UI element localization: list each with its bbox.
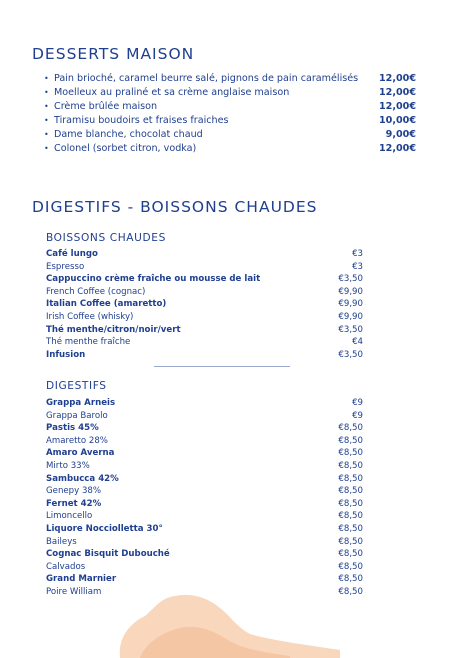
digestifs-title: DIGESTIFS xyxy=(46,380,107,392)
dessert-name: Dame blanche, chocolat chaud xyxy=(54,129,203,140)
digestif-item xyxy=(46,536,363,549)
digestif-item xyxy=(46,510,363,523)
dessert-name: Tiramisu boudoirs et fraises fraiches xyxy=(54,115,229,126)
item-name: Irish Coffee (whisky) xyxy=(46,311,134,322)
item-name: Cappuccino crème fraîche ou mousse de lait xyxy=(46,274,261,285)
item-price: €8,50 xyxy=(338,423,363,434)
digestif-item xyxy=(46,460,363,473)
item-name: Thé menthe fraîche xyxy=(46,337,131,348)
section-divider xyxy=(154,366,290,367)
bullet-icon: • xyxy=(44,102,49,111)
dessert-item xyxy=(44,128,416,142)
hot-drink-item xyxy=(46,273,363,286)
item-price: €3,50 xyxy=(338,274,363,285)
item-name: Italian Coffee (amaretto) xyxy=(46,299,167,310)
digestif-item xyxy=(46,397,363,410)
item-name: Sambucca 42% xyxy=(46,473,119,484)
hot-drink-item xyxy=(46,261,363,274)
hot-drink-item xyxy=(46,248,363,261)
item-price: €3,50 xyxy=(338,324,363,335)
bullet-icon: • xyxy=(44,74,49,83)
item-price: €9,90 xyxy=(338,299,363,310)
dessert-item xyxy=(44,100,416,114)
dessert-item xyxy=(44,142,416,156)
dessert-item xyxy=(44,114,416,128)
item-name: Grappa Barolo xyxy=(46,410,108,421)
item-name: Amaretto 28% xyxy=(46,435,108,446)
hot-drink-item xyxy=(46,324,363,337)
item-price: €8,50 xyxy=(338,460,363,471)
item-price: €3,50 xyxy=(338,349,363,360)
item-name: Pastis 45% xyxy=(46,423,99,434)
hot-drink-item xyxy=(46,286,363,299)
item-name: Genepy 38% xyxy=(46,486,102,497)
hot-drink-item xyxy=(46,349,363,362)
item-price: €3 xyxy=(352,261,363,272)
bullet-icon: • xyxy=(44,88,49,97)
item-price: €8,50 xyxy=(338,498,363,509)
digestif-item xyxy=(46,410,363,423)
dessert-price: 12,00€ xyxy=(378,87,416,98)
item-name: Fernet 42% xyxy=(46,498,102,509)
item-name: Café lungo xyxy=(46,249,98,259)
digestifs-list xyxy=(46,397,363,599)
desserts-list xyxy=(44,72,416,156)
boissons-chaudes-list xyxy=(46,248,363,361)
item-name: Poire William xyxy=(46,586,102,597)
item-name: Mirto 33% xyxy=(46,460,90,471)
item-name: Thé menthe/citron/noir/vert xyxy=(46,324,181,335)
digestif-item xyxy=(46,485,363,498)
dessert-price: 9,00€ xyxy=(385,129,416,140)
item-name: Grand Marnier xyxy=(46,574,117,585)
item-price: €3 xyxy=(352,249,363,259)
digestifs-section-title: DIGESTIFS - BOISSONS CHAUDES xyxy=(32,198,318,216)
boissons-chaudes-title: BOISSONS CHAUDES xyxy=(46,232,166,244)
item-price: €8,50 xyxy=(338,536,363,547)
digestif-item xyxy=(46,473,363,486)
bullet-icon: • xyxy=(44,130,49,139)
item-price: €9,90 xyxy=(338,286,363,297)
item-name: Amaro Averna xyxy=(46,448,115,459)
item-price: €8,50 xyxy=(338,473,363,484)
item-price: €9 xyxy=(352,410,363,421)
item-price: €8,50 xyxy=(338,561,363,572)
desserts-title: DESSERTS MAISON xyxy=(32,45,195,63)
hot-drink-item xyxy=(46,311,363,324)
decorative-watercolor-shape xyxy=(100,578,340,658)
item-price: €8,50 xyxy=(338,586,363,597)
item-price: €8,50 xyxy=(338,435,363,446)
item-price: €9 xyxy=(352,398,363,408)
item-price: €8,50 xyxy=(338,448,363,459)
digestif-item xyxy=(46,422,363,435)
bullet-icon: • xyxy=(44,116,49,125)
digestif-item xyxy=(46,548,363,561)
dessert-price: 12,00€ xyxy=(378,73,416,84)
item-name: Infusion xyxy=(46,349,86,360)
item-price: €4 xyxy=(352,337,363,348)
item-name: Cognac Bisquit Dubouché xyxy=(46,549,170,560)
digestif-item xyxy=(46,435,363,448)
digestif-item xyxy=(46,447,363,460)
item-name: Espresso xyxy=(46,261,85,272)
bullet-icon: • xyxy=(44,144,49,153)
dessert-name: Colonel (sorbet citron, vodka) xyxy=(54,143,197,154)
item-name: French Coffee (cognac) xyxy=(46,286,146,297)
hot-drink-item xyxy=(46,336,363,349)
hot-drink-item xyxy=(46,298,363,311)
item-name: Limoncello xyxy=(46,511,93,522)
digestif-item xyxy=(46,498,363,511)
dessert-name: Moelleux au praliné et sa crème anglaise maison xyxy=(54,87,290,98)
item-price: €8,50 xyxy=(338,511,363,522)
dessert-price: 12,00€ xyxy=(378,143,416,154)
item-name: Baileys xyxy=(46,536,77,547)
item-name: Calvados xyxy=(46,561,86,572)
item-price: €9,90 xyxy=(338,311,363,322)
digestif-item xyxy=(46,561,363,574)
dessert-price: 10,00€ xyxy=(378,115,416,126)
dessert-price: 12,00€ xyxy=(378,101,416,112)
dessert-name: Pain brioché, caramel beurre salé, pignons de pain caramélisés xyxy=(54,73,359,84)
dessert-name: Crème brûlée maison xyxy=(54,101,158,112)
item-name: Liquore Nocciolletta 30° xyxy=(46,523,163,534)
dessert-item xyxy=(44,72,416,86)
item-price: €8,50 xyxy=(338,574,363,585)
digestif-item xyxy=(46,523,363,536)
item-price: €8,50 xyxy=(338,486,363,497)
dessert-item xyxy=(44,86,416,100)
item-price: €8,50 xyxy=(338,549,363,560)
item-name: Grappa Arneis xyxy=(46,398,116,408)
item-price: €8,50 xyxy=(338,523,363,534)
